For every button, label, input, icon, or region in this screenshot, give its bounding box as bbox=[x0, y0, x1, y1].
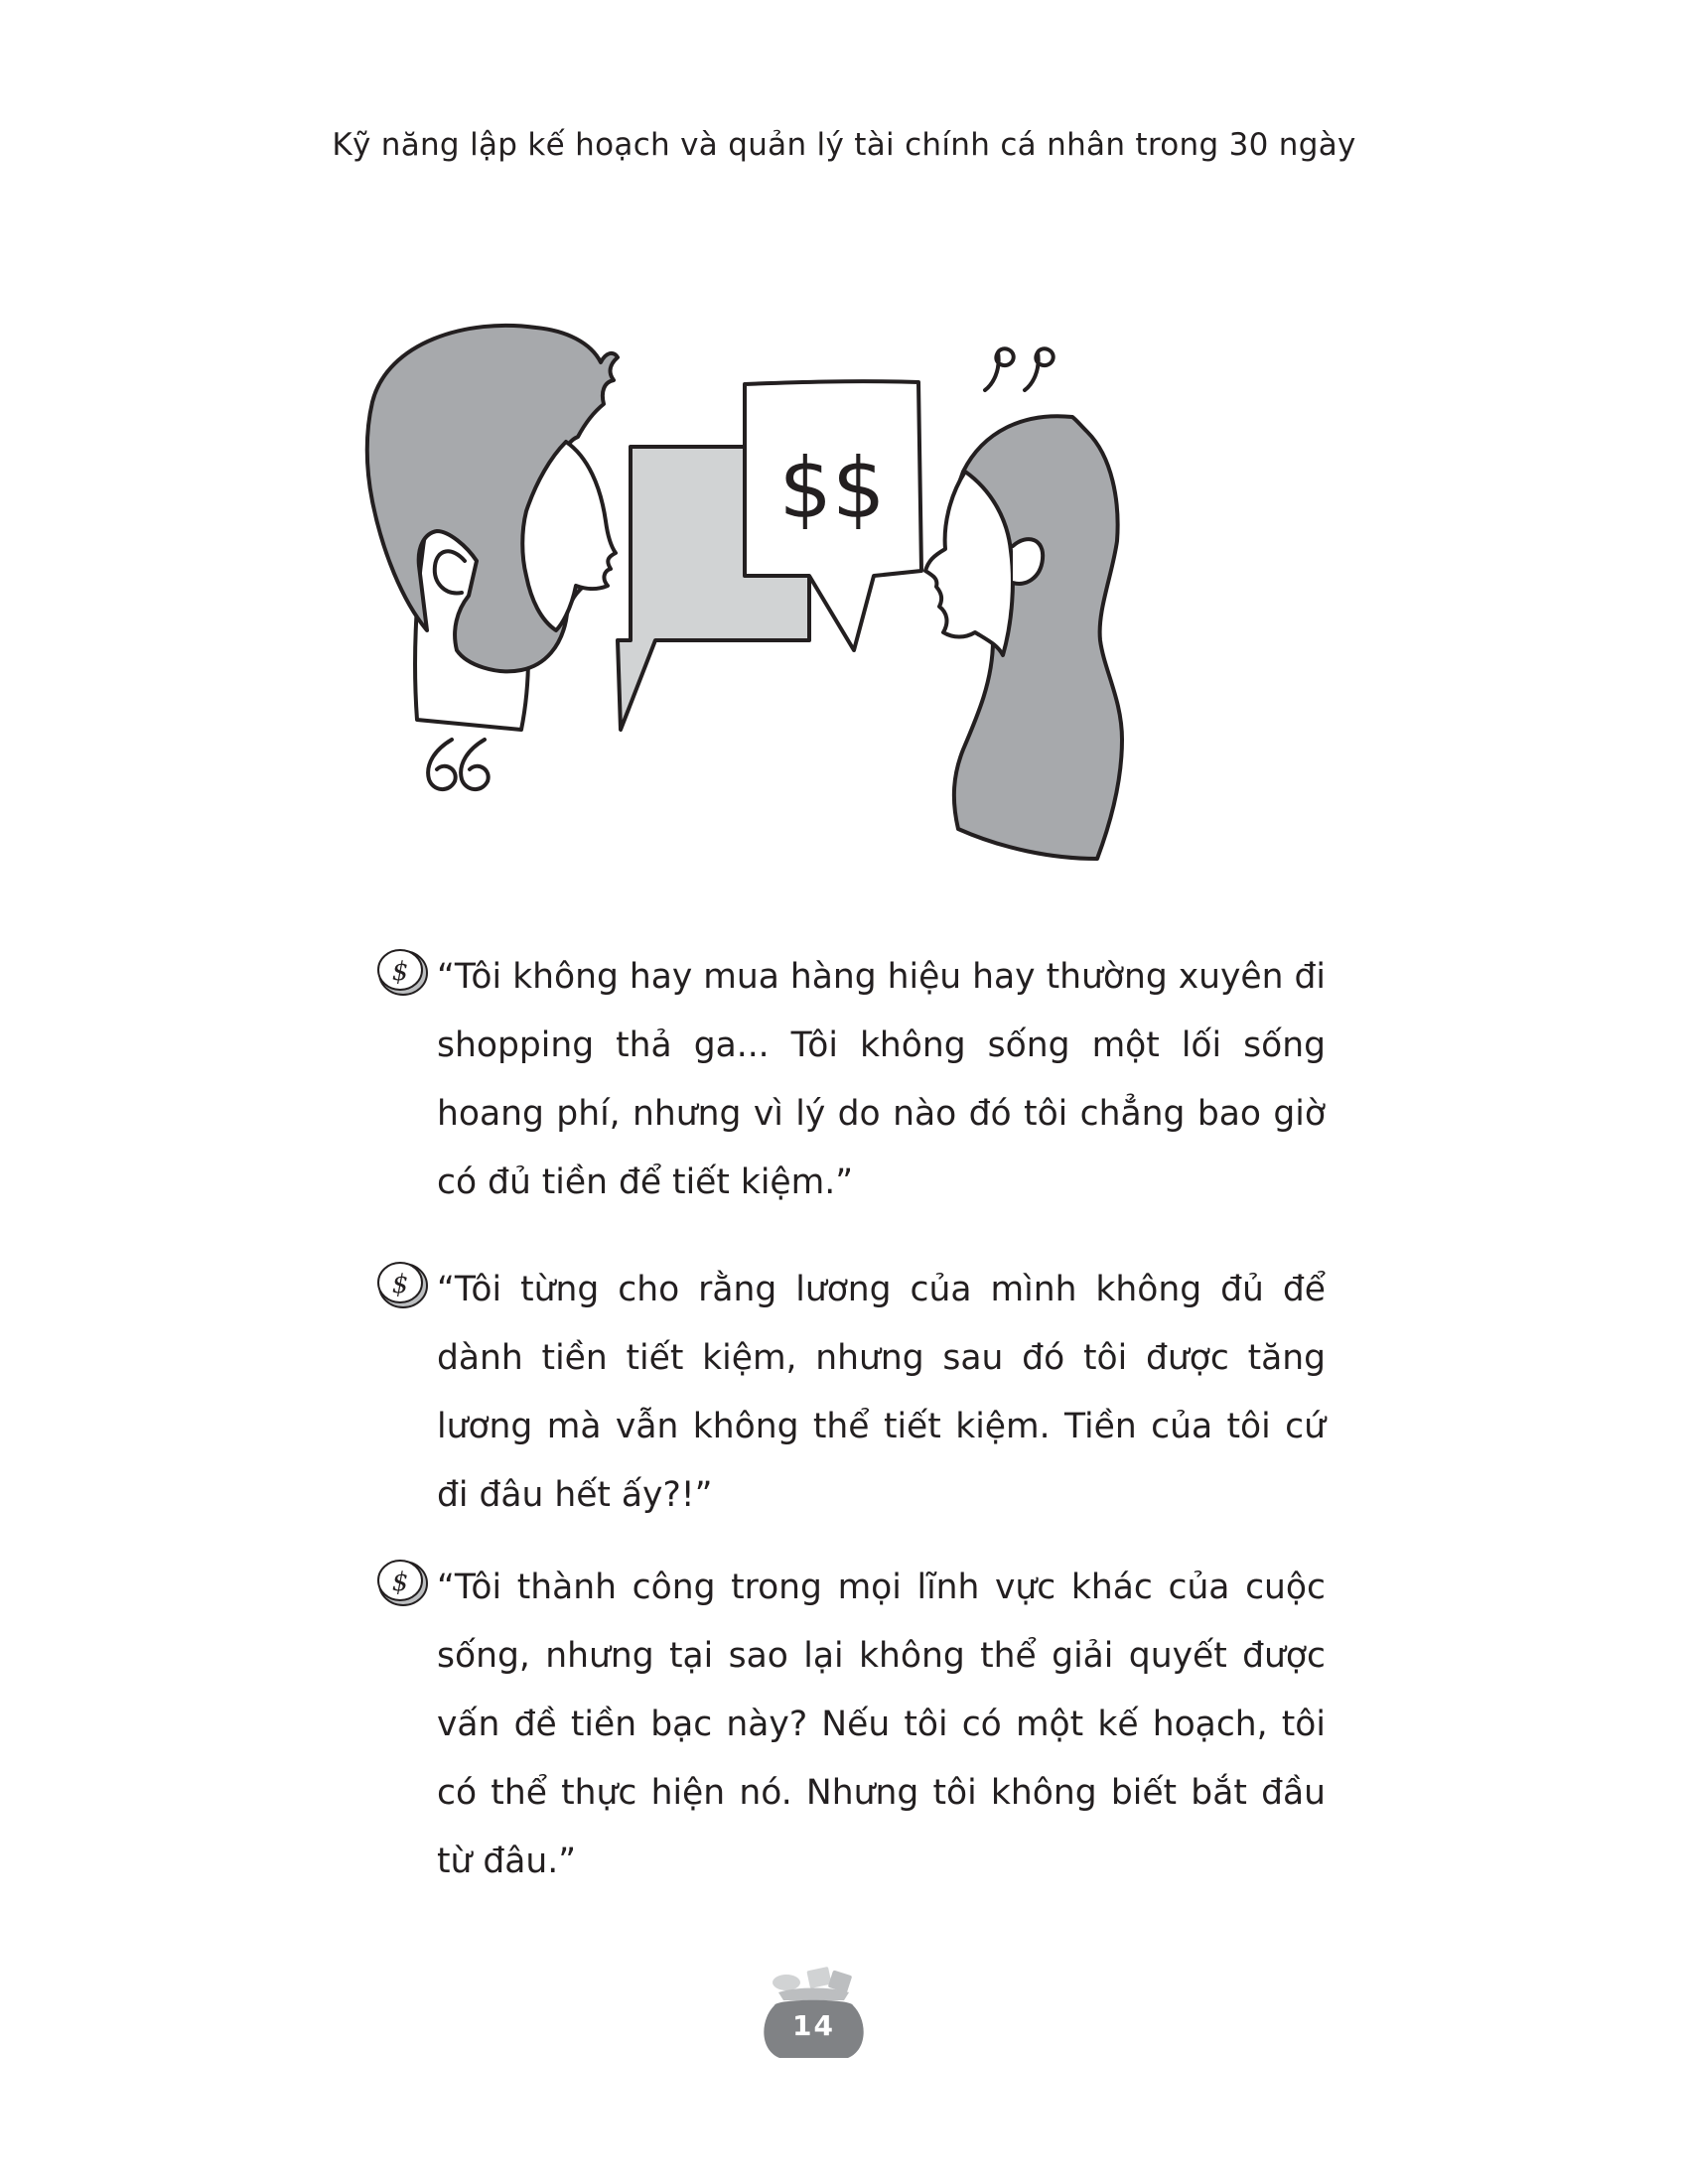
woman-head-icon bbox=[925, 416, 1122, 859]
dollar-coin-icon bbox=[372, 943, 432, 999]
dollar-coin-icon bbox=[372, 1256, 432, 1311]
svg-text:$: $ bbox=[391, 1568, 409, 1597]
conversation-illustration bbox=[357, 323, 1311, 879]
running-header: Kỹ năng lập kế hoạch và quản lý tài chính cá nhân trong 30 ngày bbox=[332, 127, 1356, 163]
page-number: 14 bbox=[792, 2009, 835, 2042]
quote-text: “Tôi thành công trong mọi lĩnh vực khác của cuộc sống, nhưng tại sao lại không thể giải quyết được vấn đề tiền bạc này? Nếu tôi có một kế hoạch, tôi có thể thực hiện nó. Nhưng tôi không biết bắt đầu từ đâu.” bbox=[437, 1568, 1326, 1881]
quote-text: “Tôi không hay mua hàng hiệu hay thường xuyên đi shopping thả ga... Tôi không sống một lối sống hoang phí, nhưng vì lý do nào đó tôi chẳng bao giờ có đủ tiền để tiết kiệm.” bbox=[437, 957, 1326, 1202]
speech-bubble-icon bbox=[618, 381, 921, 730]
bubble-dollar-signs: $$ bbox=[778, 440, 886, 537]
quote-text: “Tôi từng cho rằng lương của mình không đủ để dành tiền tiết kiệm, nhưng sau đó tôi được tăng lương mà vẫn không thể tiết kiệm. Tiền của tôi cứ đi đâu hết ấy?!” bbox=[437, 1270, 1326, 1515]
svg-text:$: $ bbox=[391, 1270, 409, 1299]
man-head-icon bbox=[367, 326, 618, 730]
dollar-coin-icon bbox=[372, 1554, 432, 1609]
svg-text:$: $ bbox=[391, 957, 409, 987]
